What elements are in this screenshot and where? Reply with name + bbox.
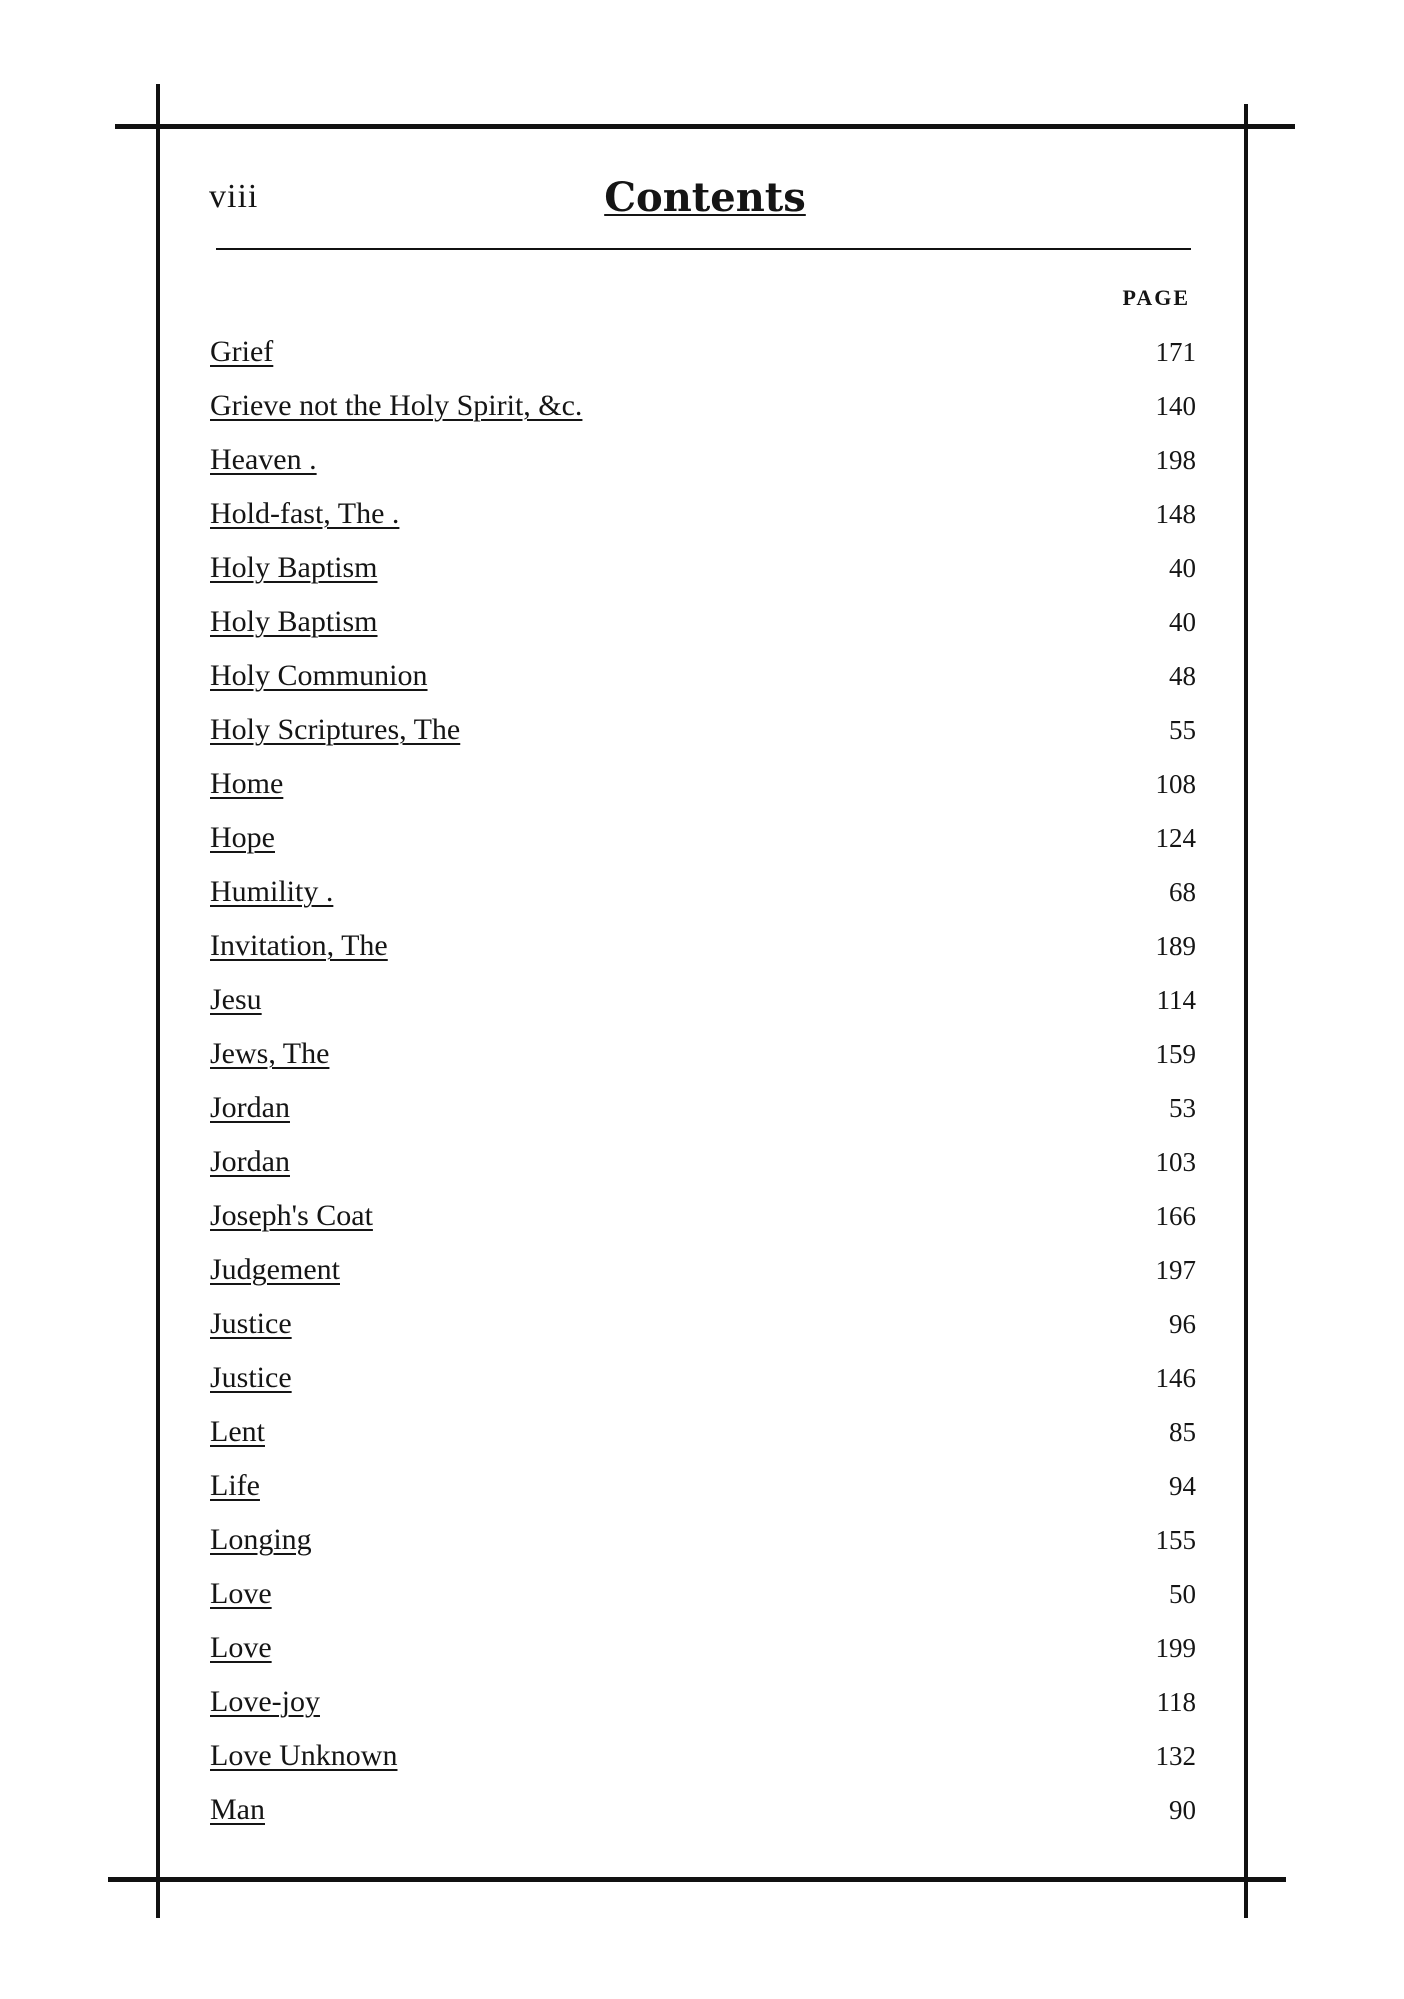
entry-title: Grief [210, 335, 274, 368]
entry-title: Justice [210, 1361, 292, 1394]
contents-entry [210, 1569, 1196, 1623]
entry-page-number: 103 [1155, 1147, 1196, 1177]
contents-entry [210, 1353, 1196, 1407]
entry-page-number: 140 [1155, 391, 1196, 421]
entry-title: Hope [210, 821, 275, 854]
header-underline [216, 248, 1191, 250]
entry-page-number: 90 [1169, 1795, 1196, 1825]
entry-title: Love Unknown [210, 1739, 398, 1772]
contents-entry [210, 1785, 1196, 1839]
entry-page-number: 171 [1155, 337, 1196, 367]
entry-page-number: 94 [1169, 1471, 1196, 1501]
page-title: Contents [604, 174, 806, 221]
entry-page-number: 189 [1155, 931, 1196, 961]
contents-entry [210, 1299, 1196, 1353]
entry-title: Holy Baptism [210, 551, 378, 584]
entry-title: Grieve not the Holy Spirit, &c. [210, 389, 583, 422]
entry-title: Jews, The [210, 1037, 330, 1070]
entry-page-number: 108 [1155, 769, 1196, 799]
contents-entry [210, 705, 1196, 759]
entry-page-number: 132 [1155, 1741, 1196, 1771]
entry-page-number: 68 [1169, 877, 1196, 907]
entry-page-number: 148 [1155, 499, 1196, 529]
contents-entry [210, 867, 1196, 921]
entry-page-number: 146 [1155, 1363, 1196, 1393]
entry-page-number: 118 [1156, 1687, 1196, 1717]
contents-entry [210, 381, 1196, 435]
page-column-label: PAGE [1122, 285, 1190, 310]
entry-title: Home [210, 767, 284, 800]
entry-page-number: 53 [1169, 1093, 1196, 1123]
frame-bottom-rule [108, 1877, 1286, 1882]
entry-page-number: 40 [1169, 607, 1196, 637]
entry-title: Holy Communion [210, 659, 428, 692]
entry-title: Jordan [210, 1145, 290, 1178]
contents-entry [210, 435, 1196, 489]
contents-list [210, 327, 1196, 1839]
entry-title: Judgement [210, 1253, 340, 1286]
entry-title: Love [210, 1577, 272, 1610]
entry-page-number: 198 [1155, 445, 1196, 475]
contents-entry [210, 1245, 1196, 1299]
entry-page-number: 50 [1169, 1579, 1196, 1609]
entry-title: Longing [210, 1523, 312, 1556]
contents-entry [210, 1083, 1196, 1137]
contents-entry [210, 651, 1196, 705]
contents-entry [210, 597, 1196, 651]
entry-title: Humility . [210, 875, 334, 908]
contents-entry [210, 975, 1196, 1029]
entry-title: Hold-fast, The . [210, 497, 400, 530]
entry-page-number: 48 [1169, 661, 1196, 691]
contents-entry [210, 813, 1196, 867]
entry-title: Invitation, The [210, 929, 388, 962]
entry-title: Jesu [210, 983, 262, 1016]
entry-page-number: 166 [1155, 1201, 1196, 1231]
contents-entry [210, 921, 1196, 975]
contents-entry [210, 327, 1196, 381]
entry-title: Joseph's Coat [210, 1199, 373, 1232]
contents-entry [210, 1029, 1196, 1083]
entry-title: Heaven . [210, 443, 317, 476]
entry-page-number: 40 [1169, 553, 1196, 583]
contents-entry [210, 1731, 1196, 1785]
frame-right-rule [1244, 104, 1248, 1918]
entry-page-number: 155 [1155, 1525, 1196, 1555]
contents-entry [210, 1137, 1196, 1191]
contents-entry [210, 543, 1196, 597]
entry-title: Love-joy [210, 1685, 320, 1718]
entry-title: Love [210, 1631, 272, 1664]
contents-entry [210, 1623, 1196, 1677]
entry-page-number: 159 [1155, 1039, 1196, 1069]
entry-title: Jordan [210, 1091, 290, 1124]
contents-entry [210, 759, 1196, 813]
entry-title: Man [210, 1793, 265, 1826]
page-folio: viii [209, 178, 259, 215]
contents-entry [210, 1407, 1196, 1461]
contents-entry [210, 1461, 1196, 1515]
entry-page-number: 124 [1155, 823, 1196, 853]
entry-title: Holy Scriptures, The [210, 713, 461, 746]
entry-page-number: 114 [1156, 985, 1196, 1015]
entry-page-number: 96 [1169, 1309, 1196, 1339]
entry-page-number: 55 [1169, 715, 1196, 745]
frame-top-rule [115, 124, 1295, 129]
contents-entry [210, 489, 1196, 543]
contents-entry [210, 1677, 1196, 1731]
contents-entry [210, 1515, 1196, 1569]
entry-page-number: 199 [1155, 1633, 1196, 1663]
entry-title: Holy Baptism [210, 605, 378, 638]
entry-title: Life [210, 1469, 260, 1502]
entry-page-number: 197 [1155, 1255, 1196, 1285]
contents-entry [210, 1191, 1196, 1245]
entry-title: Justice [210, 1307, 292, 1340]
entry-page-number: 85 [1169, 1417, 1196, 1447]
frame-left-rule [156, 84, 160, 1918]
entry-title: Lent [210, 1415, 265, 1448]
